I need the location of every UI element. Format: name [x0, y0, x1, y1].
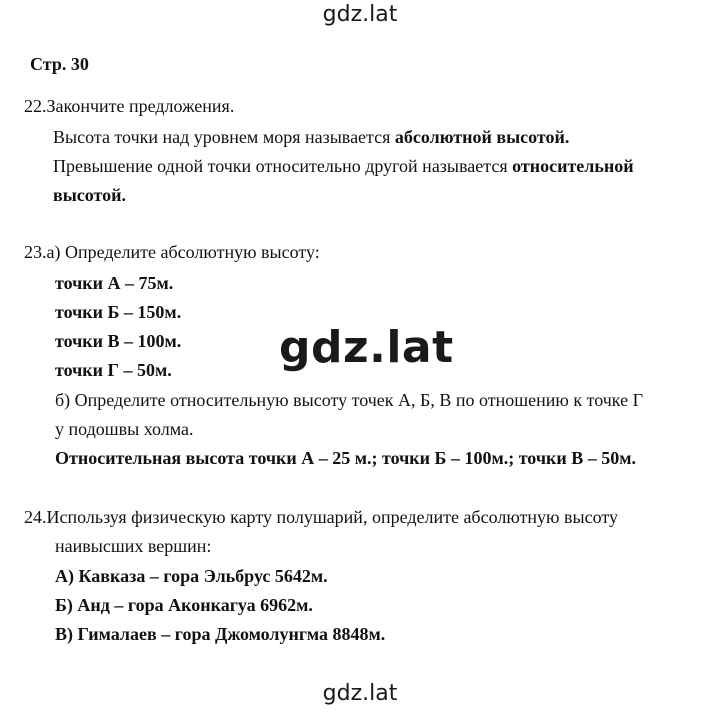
watermark-bottom: gdz.lat [322, 681, 398, 706]
task24-answer-v: В) Гималаев – гора Джомолунгма 8848м. [55, 624, 386, 644]
task23-answer: Относительная высота точки А – 25 м.; точки Б – 100м.; точки В – 50м. [55, 448, 636, 468]
task22-line3-answer: высотой. [53, 185, 127, 205]
watermark-top: gdz.lat [322, 2, 398, 27]
task23-sub-b-line2: у подошвы холма. [55, 419, 194, 439]
task22-line1-text: Высота точки над уровнем моря называется [53, 127, 391, 147]
task24-answer-a: А) Кавказа – гора Эльбрус 5642м. [55, 566, 328, 586]
task24-heading-line2: наивысших вершин: [55, 536, 212, 556]
task23-point-g: точки Г – 50м. [55, 360, 172, 380]
task23-point-b: точки Б – 150м. [55, 302, 182, 322]
task23-sub-b-line1: б) Определите относительную высоту точек А, Б, В по отношению к точке Г [55, 390, 643, 410]
task23-point-v: точки В – 100м. [55, 331, 182, 351]
task24-heading-line1: 24.Используя физическую карту полушарий, определите абсолютную высоту [24, 507, 618, 527]
task22-heading: 22.Закончите предложения. [24, 96, 235, 116]
task24-answer-b: Б) Анд – гора Аконкагуа 6962м. [55, 595, 313, 615]
task23-heading: 23.а) Определите абсолютную высоту: [24, 242, 320, 262]
task22-line2-text: Превышение одной точки относительно другой называется [53, 156, 508, 176]
task23-point-a: точки А – 75м. [55, 273, 174, 293]
task22-line2-answer: относительной [512, 156, 634, 176]
task22-line2 [53, 155, 634, 177]
task22-line1-answer: абсолютной высотой. [394, 127, 570, 147]
watermark-middle: gdz.lat [279, 322, 454, 373]
page-label: Стр. 30 [30, 54, 89, 74]
task22-line1 [53, 126, 569, 148]
